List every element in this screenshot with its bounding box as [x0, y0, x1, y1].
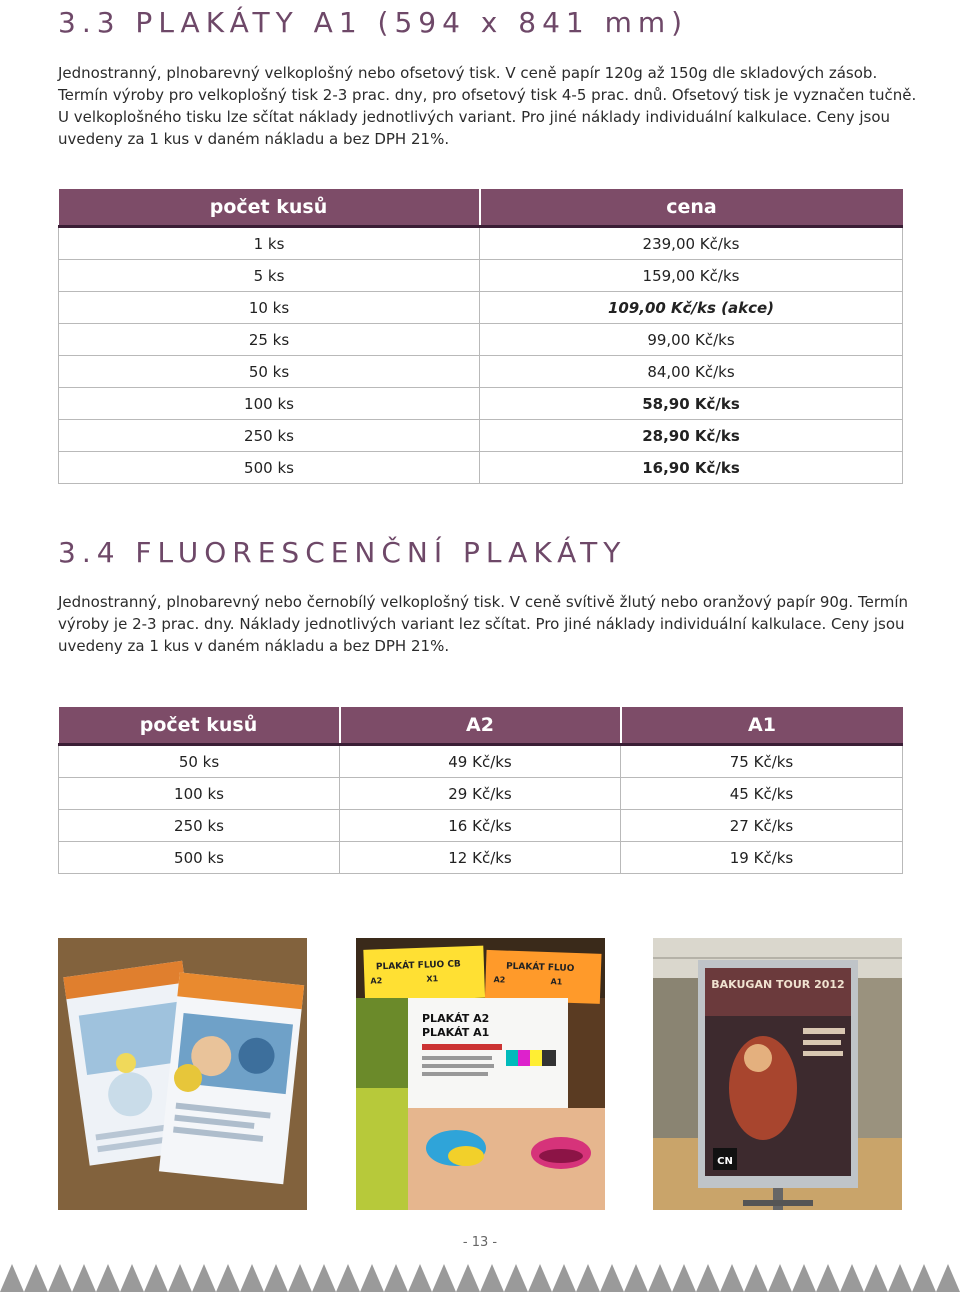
table-row	[59, 388, 903, 420]
quantity-cell: 5 ks	[59, 260, 480, 292]
table-row	[59, 292, 903, 324]
fluo-label: PLAKÁT A2	[422, 1012, 490, 1025]
section-heading-plakaty-a1: 3.3 PLAKÁTY A1 (594 x 841 mm)	[58, 6, 689, 39]
fluo-label: A2	[493, 975, 506, 985]
price-cell-offset: 16,90 Kč/ks	[480, 452, 903, 484]
column-header-a2: A2	[340, 707, 621, 745]
quantity-cell: 10 ks	[59, 292, 480, 324]
fluo-label: PLAKÁT FLUO	[505, 961, 575, 974]
price-cell-a2: 16 Kč/ks	[340, 810, 621, 842]
section-description	[58, 62, 917, 150]
quantity-cell: 50 ks	[59, 745, 340, 778]
description-line: uvedeny za 1 kus v daném nákladu a bez DPH 21%.	[58, 130, 450, 148]
table-row	[59, 810, 903, 842]
table-row	[59, 842, 903, 874]
quantity-cell: 100 ks	[59, 778, 340, 810]
price-table-fluo	[58, 707, 903, 874]
description-line: Jednostranný, plnobarevný velkoplošný nebo ofsetový tisk. V ceně papír 120g až 150g dle skladových zásob.	[58, 64, 878, 82]
price-cell-a1: 19 Kč/ks	[621, 842, 903, 874]
table-header-row	[59, 189, 903, 227]
column-header-a1: A1	[621, 707, 903, 745]
page-number: - 13 -	[462, 1235, 498, 1250]
stand-poster-title: BAKUGAN TOUR 2012	[711, 978, 845, 991]
table-row	[59, 420, 903, 452]
fluo-label: A1	[550, 977, 563, 987]
table-row	[59, 778, 903, 810]
table-row	[59, 452, 903, 484]
photo-fluorescent-posters	[356, 938, 605, 1210]
quantity-cell: 250 ks	[59, 810, 340, 842]
price-table-a1	[58, 189, 903, 484]
quantity-cell: 500 ks	[59, 842, 340, 874]
price-cell-a2: 49 Kč/ks	[340, 745, 621, 778]
description-line: Jednostranný, plnobarevný nebo černobílý velkoplošný tisk. V ceně svítivě žlutý nebo oranžový papír 90g. Termín	[58, 593, 909, 611]
cn-logo: CN	[717, 1156, 733, 1167]
quantity-cell: 100 ks	[59, 388, 480, 420]
table-row	[59, 324, 903, 356]
price-cell-a1: 75 Kč/ks	[621, 745, 903, 778]
column-header-quantity: počet kusů	[59, 189, 480, 227]
price-cell: 159,00 Kč/ks	[480, 260, 903, 292]
photo-printed-posters	[58, 938, 307, 1210]
column-header-quantity: počet kusů	[59, 707, 340, 745]
quantity-cell: 50 ks	[59, 356, 480, 388]
column-header-price: cena	[480, 189, 903, 227]
price-cell: 99,00 Kč/ks	[480, 324, 903, 356]
description-line: Termín výroby pro velkoplošný tisk 2-3 prac. dny, pro ofsetový tisk 4-5 prac. dnů. Ofsetový tisk je vyznačen tučně.	[58, 86, 917, 104]
quantity-cell: 1 ks	[59, 227, 480, 260]
fluo-label: A2	[370, 976, 383, 986]
description-line: U velkoplošného tisku lze sčítat náklady jednotlivých variant. Pro jiné náklady individuální kalkulace. Ceny jsou	[58, 108, 891, 126]
fluo-label: PLAKÁT A1	[422, 1026, 490, 1039]
price-cell-a2: 12 Kč/ks	[340, 842, 621, 874]
price-cell-promo: 109,00 Kč/ks (akce)	[480, 292, 903, 324]
table-row	[59, 745, 903, 778]
price-cell: 239,00 Kč/ks	[480, 227, 903, 260]
quantity-cell: 500 ks	[59, 452, 480, 484]
price-cell: 84,00 Kč/ks	[480, 356, 903, 388]
price-cell-offset: 58,90 Kč/ks	[480, 388, 903, 420]
description-line: uvedeny za 1 kus v daném nákladu a bez DPH 21%.	[58, 637, 450, 655]
price-cell-a2: 29 Kč/ks	[340, 778, 621, 810]
quantity-cell: 25 ks	[59, 324, 480, 356]
table-row	[59, 356, 903, 388]
description-line: výroby je 2-3 prac. dny. Náklady jednotlivých variant lez sčítat. Pro jiné náklady individuální kalkulace. Ceny jsou	[58, 615, 905, 633]
fluo-label: PLAKÁT FLUO CB	[375, 959, 462, 973]
section-description	[58, 591, 909, 657]
table-row	[59, 260, 903, 292]
price-cell-a1: 45 Kč/ks	[621, 778, 903, 810]
table-header-row	[59, 707, 903, 745]
zigzag-border-decoration	[0, 1262, 960, 1292]
fluo-label: X1	[426, 974, 439, 984]
section-heading-fluorescent: 3.4 FLUORESCENČNÍ PLAKÁTY	[58, 536, 627, 569]
price-cell-offset: 28,90 Kč/ks	[480, 420, 903, 452]
photo-poster-stand	[653, 938, 902, 1210]
quantity-cell: 250 ks	[59, 420, 480, 452]
price-cell-a1: 27 Kč/ks	[621, 810, 903, 842]
table-row	[59, 227, 903, 260]
